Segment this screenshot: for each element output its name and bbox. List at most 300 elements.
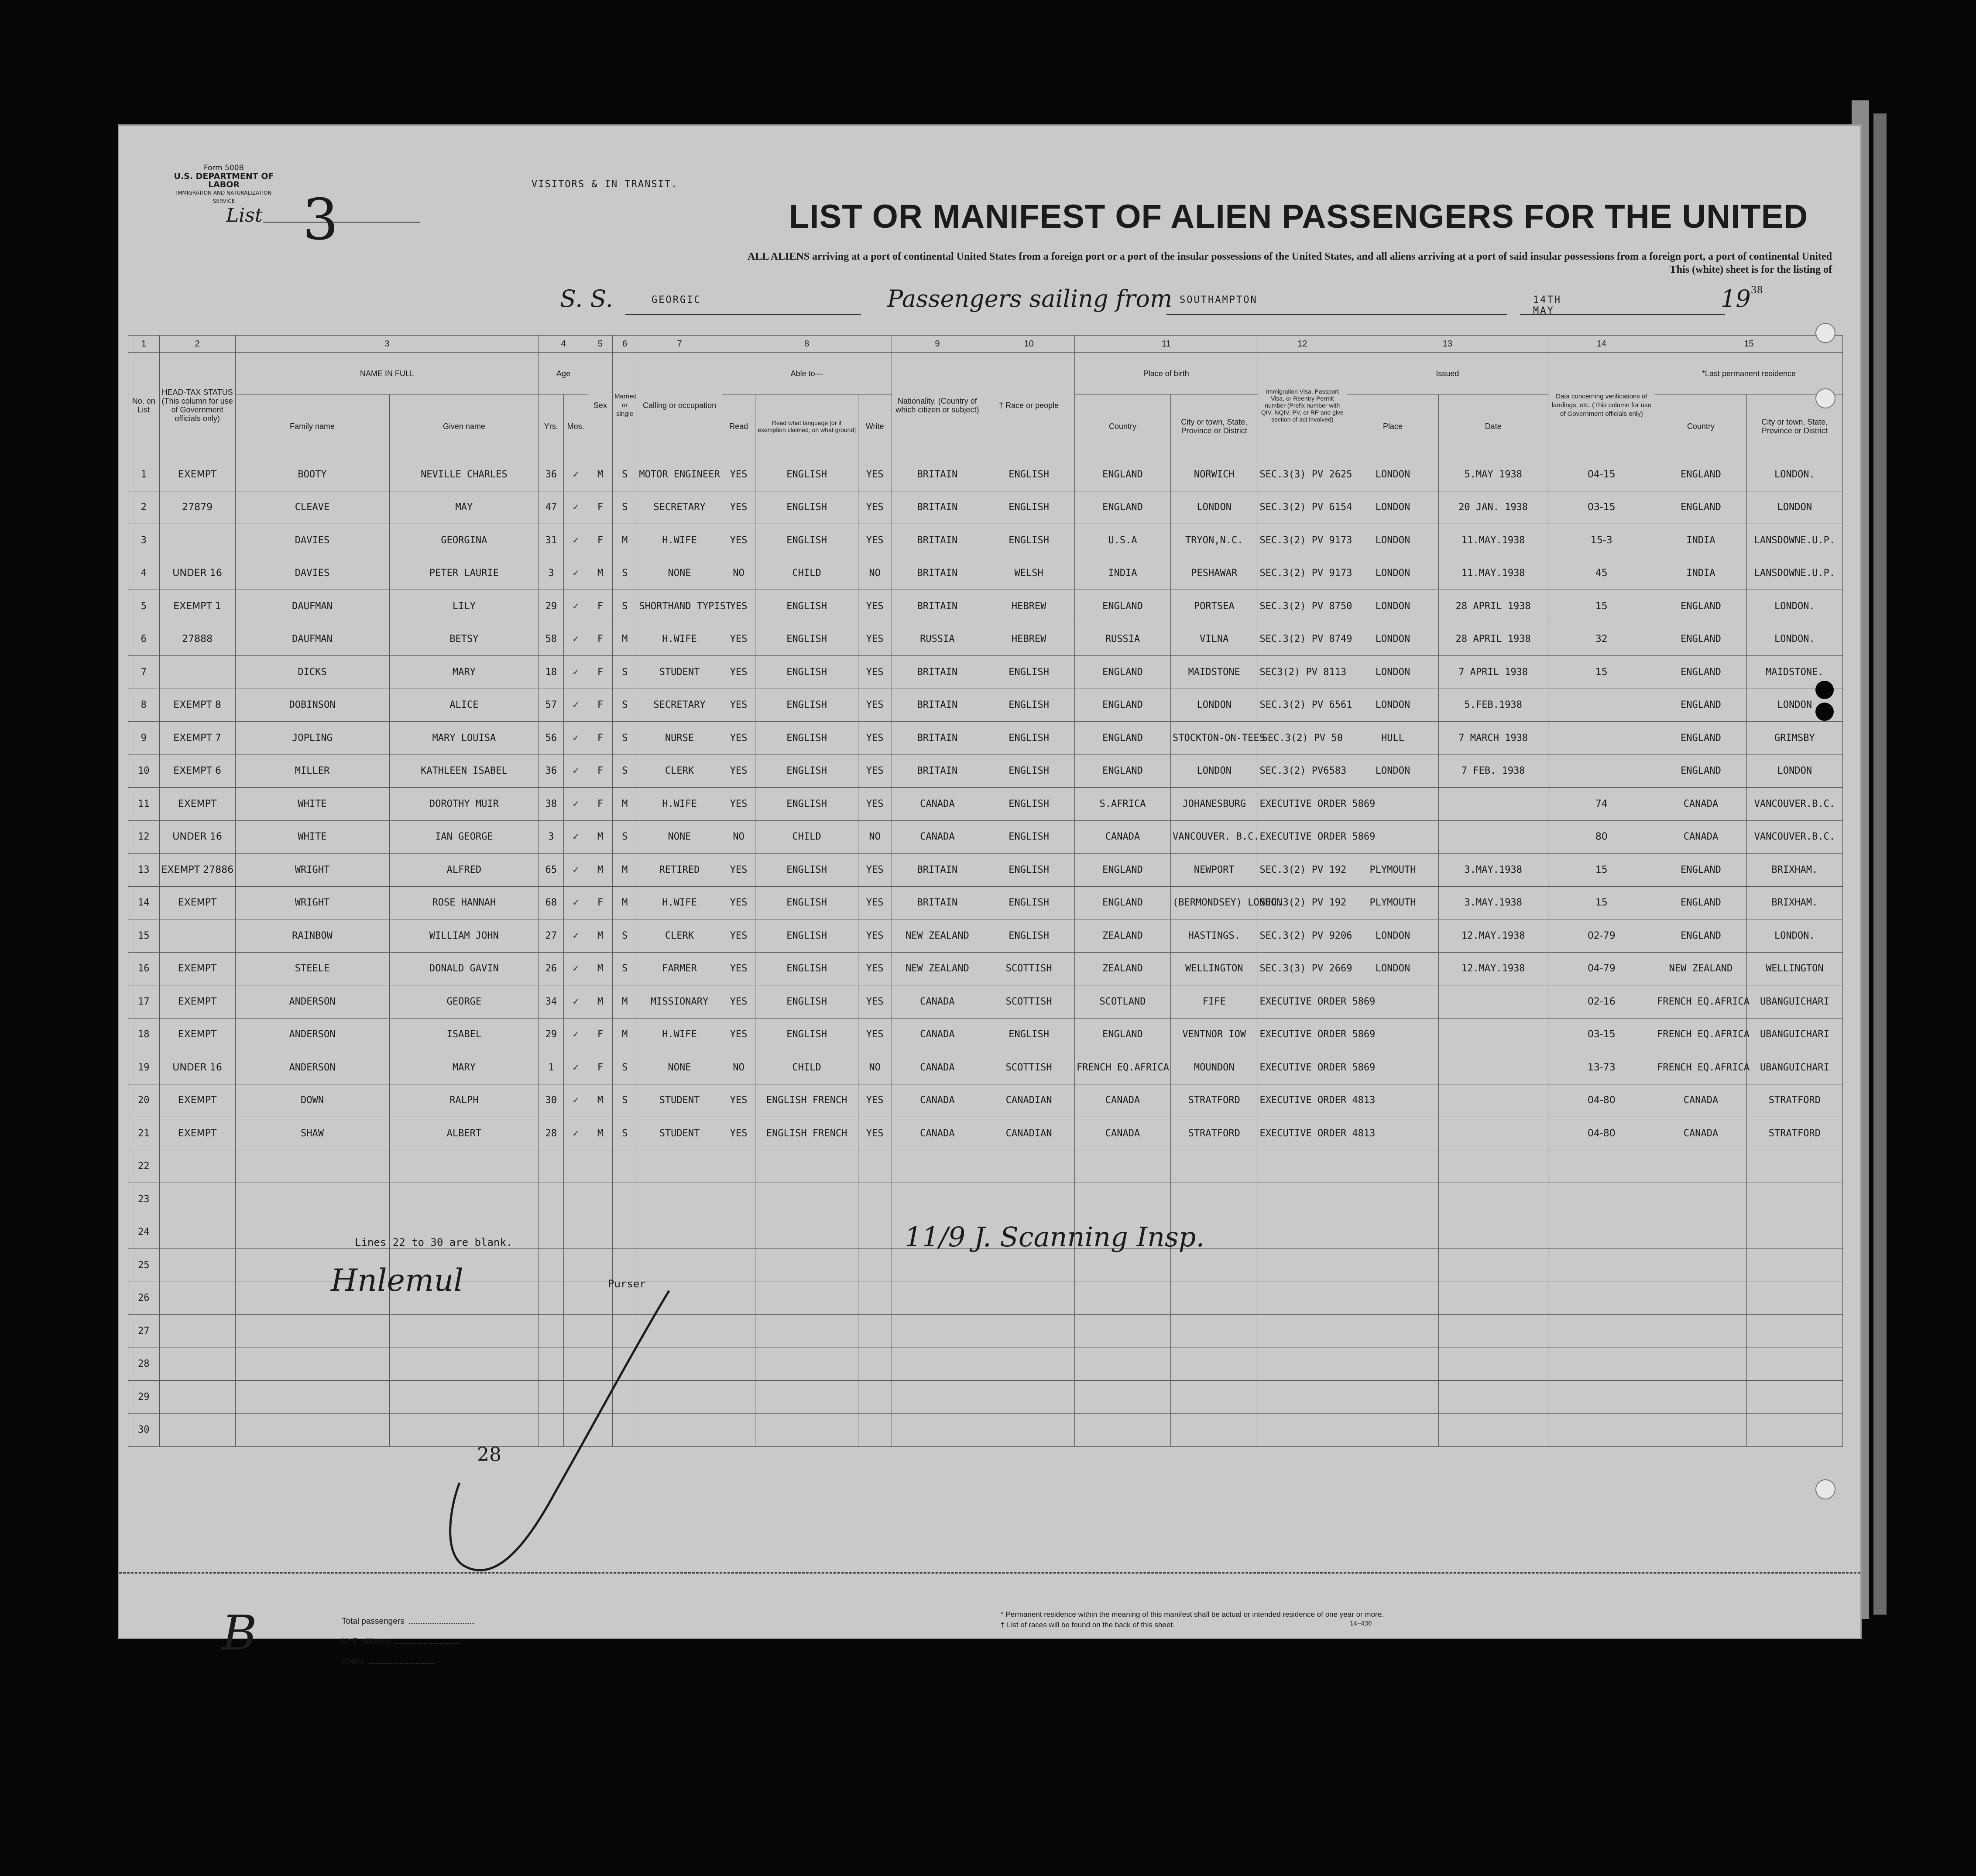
nationality-cell: BRITAIN <box>892 656 983 689</box>
race-cell: WELSH <box>983 557 1075 590</box>
residence-country-cell: ENGLAND <box>1655 854 1747 887</box>
occupation-cell: H.WIFE <box>637 1018 722 1051</box>
sex-cell: F <box>588 590 612 623</box>
given-name-cell: BETSY <box>389 623 539 656</box>
residence-city-cell: LANSDOWNE.U.P. <box>1746 524 1842 557</box>
footnotes <box>1001 1609 1384 1630</box>
can-read-cell: YES <box>722 722 755 755</box>
empty-cell <box>1170 1249 1258 1282</box>
age-checkmark-cell: ✓ <box>563 1117 588 1150</box>
nationality-cell: RUSSIA <box>892 623 983 656</box>
empty-cell <box>755 1348 858 1381</box>
empty-cell <box>1347 1348 1439 1381</box>
issue-date-cell: 7 APRIL 1938 <box>1438 656 1548 689</box>
marital-status-cell: S <box>613 1051 637 1084</box>
marital-status-cell: M <box>613 985 637 1019</box>
residence-country-cell: NEW ZEALAND <box>1655 952 1747 985</box>
birth-country-cell: CANADA <box>1075 820 1171 854</box>
nationality-cell: BRITAIN <box>892 886 983 919</box>
empty-cell <box>1655 1183 1747 1216</box>
row-number-cell: 3 <box>128 524 160 557</box>
can-read-cell: YES <box>722 1084 755 1117</box>
passenger-row <box>128 755 1843 788</box>
marital-status-cell: S <box>613 1084 637 1117</box>
head-tax-status-cell: EXEMPT 8 <box>159 689 235 722</box>
age-years-cell: 26 <box>539 952 563 985</box>
residence-city-cell: UBANGUICHARI <box>1746 1051 1842 1084</box>
can-write-cell: YES <box>858 689 892 722</box>
empty-cell <box>755 1282 858 1315</box>
given-name-cell: ALFRED <box>389 854 539 887</box>
visa-number-cell: EXECUTIVE ORDER 5869 <box>1258 1018 1347 1051</box>
residence-city-cell: UBANGUICHARI <box>1746 985 1842 1019</box>
row-number-cell: 17 <box>128 985 160 1019</box>
empty-cell <box>1258 1249 1347 1282</box>
row-number-cell: 6 <box>128 623 160 656</box>
empty-cell <box>983 1348 1075 1381</box>
row-number-cell: 15 <box>128 919 160 953</box>
residence-city-cell: LONDON. <box>1746 623 1842 656</box>
occupation-cell: NONE <box>637 820 722 854</box>
row-number-cell: 18 <box>128 1018 160 1051</box>
empty-cell <box>1746 1413 1842 1447</box>
age-years-cell: 47 <box>539 491 563 524</box>
empty-cell <box>1655 1315 1747 1348</box>
column-number: 3 <box>235 336 539 353</box>
issue-date-cell <box>1438 985 1548 1019</box>
column-number: 11 <box>1075 336 1258 353</box>
read-language-cell: ENGLISH <box>755 952 858 985</box>
header-res-city: City or town, State, Province or District <box>1746 394 1842 458</box>
age-checkmark-cell: ✓ <box>563 656 588 689</box>
nationality-cell: BRITAIN <box>892 557 983 590</box>
ss-label: S. S. <box>560 285 613 312</box>
sex-cell: M <box>588 1084 612 1117</box>
birth-country-cell: ENGLAND <box>1075 656 1171 689</box>
verification-code-cell: 02-79 <box>1548 919 1655 953</box>
empty-cell <box>892 1150 983 1183</box>
empty-cell <box>235 1315 389 1348</box>
issue-place-cell: LONDON <box>1347 623 1439 656</box>
birth-city-cell: PORTSEA <box>1170 590 1258 623</box>
issue-place-cell: PLYMOUTH <box>1347 854 1439 887</box>
family-name-cell: MILLER <box>235 755 389 788</box>
race-cell: ENGLISH <box>983 722 1075 755</box>
verification-code-cell: 13-73 <box>1548 1051 1655 1084</box>
can-read-cell: YES <box>722 952 755 985</box>
occupation-cell: SHORTHAND TYPIST <box>637 590 722 623</box>
residence-city-cell: UBANGUICHARI <box>1746 1018 1842 1051</box>
empty-cell <box>1438 1282 1548 1315</box>
visa-number-cell: SEC.3(3) PV 2625 <box>1258 458 1347 491</box>
birth-country-cell: ENGLAND <box>1075 1018 1171 1051</box>
occupation-cell: STUDENT <box>637 1117 722 1150</box>
occupation-cell: CLERK <box>637 919 722 953</box>
can-write-cell: YES <box>858 919 892 953</box>
empty-cell <box>637 1216 722 1249</box>
header-issue-place: Place <box>1347 394 1439 458</box>
empty-cell <box>722 1216 755 1249</box>
empty-cell <box>1655 1348 1747 1381</box>
sailing-label: Passengers sailing from <box>887 285 1173 312</box>
passenger-row <box>128 524 1843 557</box>
read-language-cell: CHILD <box>755 1051 858 1084</box>
family-name-cell: JOPLING <box>235 722 389 755</box>
manifest-sheet <box>118 124 1862 1666</box>
empty-cell <box>1746 1282 1842 1315</box>
can-write-cell: YES <box>858 722 892 755</box>
birth-country-cell: ENGLAND <box>1075 886 1171 919</box>
nationality-cell: BRITAIN <box>892 458 983 491</box>
birth-country-cell: ENGLAND <box>1075 590 1171 623</box>
row-number-cell: 7 <box>128 656 160 689</box>
can-write-cell: YES <box>858 755 892 788</box>
age-years-cell: 56 <box>539 722 563 755</box>
can-read-cell: YES <box>722 1018 755 1051</box>
residence-city-cell: LONDON <box>1746 689 1842 722</box>
ship-name: GEORGIC <box>652 295 701 305</box>
head-tax-status-cell: EXEMPT 1 <box>159 590 235 623</box>
visa-number-cell: EXECUTIVE ORDER 4813 <box>1258 1117 1347 1150</box>
passenger-row <box>128 689 1843 722</box>
can-write-cell: YES <box>858 458 892 491</box>
head-tax-status-cell: EXEMPT <box>159 458 235 491</box>
empty-cell <box>858 1150 892 1183</box>
passenger-row <box>128 854 1843 887</box>
column-number: 7 <box>637 336 722 353</box>
age-years-cell: 36 <box>539 458 563 491</box>
nationality-cell: CANADA <box>892 788 983 821</box>
empty-cell <box>983 1183 1075 1216</box>
punch-hole <box>1815 703 1834 721</box>
birth-city-cell: VANCOUVER. B.C. <box>1170 820 1258 854</box>
purser-label: Purser <box>608 1278 646 1290</box>
blank-row <box>128 1315 1843 1348</box>
age-checkmark-cell: ✓ <box>563 590 588 623</box>
passenger-row <box>128 557 1843 590</box>
empty-cell <box>858 1249 892 1282</box>
race-cell: ENGLISH <box>983 886 1075 919</box>
issue-date-cell: 7 FEB. 1938 <box>1438 755 1548 788</box>
empty-cell <box>892 1249 983 1282</box>
issue-date-cell: 12.MAY.1938 <box>1438 919 1548 953</box>
verification-code-cell: 15 <box>1548 656 1655 689</box>
date-rule <box>1520 314 1725 315</box>
row-number-cell: 13 <box>128 854 160 887</box>
verification-code-cell: 02-16 <box>1548 985 1655 1019</box>
marital-status-cell: S <box>613 656 637 689</box>
family-name-cell: STEELE <box>235 952 389 985</box>
empty-cell <box>539 1183 563 1216</box>
read-language-cell: ENGLISH FRENCH <box>755 1084 858 1117</box>
race-cell: HEBREW <box>983 590 1075 623</box>
read-language-cell: CHILD <box>755 557 858 590</box>
family-name-cell: DAVIES <box>235 557 389 590</box>
family-name-cell: DAUFMAN <box>235 590 389 623</box>
birth-city-cell: LONDON <box>1170 689 1258 722</box>
empty-cell <box>722 1315 755 1348</box>
column-number: 12 <box>1258 336 1347 353</box>
can-read-cell: YES <box>722 1117 755 1150</box>
empty-cell <box>1075 1348 1171 1381</box>
header-read-what: Read what language [or if exemption claimed, on what ground] <box>755 394 858 458</box>
row-number-cell: 10 <box>128 755 160 788</box>
empty-cell <box>1746 1249 1842 1282</box>
given-name-cell: LILY <box>389 590 539 623</box>
empty-cell <box>1258 1381 1347 1414</box>
occupation-cell: RETIRED <box>637 854 722 887</box>
page-title: LIST OR MANIFEST OF ALIEN PASSENGERS FOR THE UNITED <box>789 198 1808 235</box>
year <box>1721 285 1763 312</box>
age-checkmark-cell: ✓ <box>563 985 588 1019</box>
empty-cell <box>637 1249 722 1282</box>
marital-status-cell: S <box>613 1117 637 1150</box>
empty-cell <box>1438 1348 1548 1381</box>
header-calling: Calling or occupation <box>637 353 722 458</box>
header-issued: Issued <box>1347 353 1548 394</box>
empty-cell <box>159 1150 235 1183</box>
nationality-cell: NEW ZEALAND <box>892 952 983 985</box>
nationality-cell: BRITAIN <box>892 590 983 623</box>
empty-cell <box>563 1249 588 1282</box>
row-number-cell: 26 <box>128 1282 160 1315</box>
empty-cell <box>159 1216 235 1249</box>
issue-date-cell <box>1438 820 1548 854</box>
birth-city-cell: LONDON <box>1170 755 1258 788</box>
verification-code-cell: 04-79 <box>1548 952 1655 985</box>
row-number-cell: 30 <box>128 1413 160 1447</box>
visa-number-cell: SEC.3(2) PV 8749 <box>1258 623 1347 656</box>
list-label: List <box>226 204 263 226</box>
empty-cell <box>1438 1183 1548 1216</box>
year-prefix: 19 <box>1721 285 1751 312</box>
head-tax-status-cell: EXEMPT <box>159 952 235 985</box>
given-name-cell: RALPH <box>389 1084 539 1117</box>
residence-city-cell: LONDON. <box>1746 590 1842 623</box>
family-name-cell: DOBINSON <box>235 689 389 722</box>
empty-cell <box>722 1348 755 1381</box>
age-years-cell: 18 <box>539 656 563 689</box>
header-verification: Data concerning verifications of landings, etc. (This column for use of Government officials only) <box>1548 353 1655 458</box>
empty-cell <box>858 1381 892 1414</box>
header-res-country: Country <box>1655 394 1747 458</box>
issue-date-cell: 7 MARCH 1938 <box>1438 722 1548 755</box>
can-read-cell: YES <box>722 458 755 491</box>
nationality-cell: CANADA <box>892 1018 983 1051</box>
column-number-row <box>128 336 1843 353</box>
total-passengers-label: Total passengers <box>342 1617 405 1626</box>
residence-country-cell: CANADA <box>1655 820 1747 854</box>
can-write-cell: YES <box>858 1117 892 1150</box>
header-mos: Mos. <box>563 394 588 458</box>
given-name-cell: MARY <box>389 1051 539 1084</box>
head-tax-status-cell: 27879 <box>159 491 235 524</box>
column-number: 2 <box>159 336 235 353</box>
empty-cell <box>1746 1315 1842 1348</box>
head-tax-status-cell: UNDER 16 <box>159 557 235 590</box>
empty-cell <box>983 1150 1075 1183</box>
empty-cell <box>858 1413 892 1447</box>
residence-city-cell: STRATFORD <box>1746 1117 1842 1150</box>
can-write-cell: YES <box>858 886 892 919</box>
empty-cell <box>588 1150 612 1183</box>
empty-cell <box>755 1150 858 1183</box>
empty-cell <box>1548 1249 1655 1282</box>
age-years-cell: 34 <box>539 985 563 1019</box>
empty-cell <box>1548 1413 1655 1447</box>
verification-code-cell: 74 <box>1548 788 1655 821</box>
family-name-cell: DICKS <box>235 656 389 689</box>
empty-cell <box>1655 1249 1747 1282</box>
race-cell: HEBREW <box>983 623 1075 656</box>
empty-cell <box>1170 1150 1258 1183</box>
occupation-cell: H.WIFE <box>637 524 722 557</box>
column-number: 9 <box>892 336 983 353</box>
blank-row <box>128 1381 1843 1414</box>
issue-date-cell <box>1438 1018 1548 1051</box>
birth-city-cell: HASTINGS. <box>1170 919 1258 953</box>
issue-date-cell <box>1438 788 1548 821</box>
age-checkmark-cell: ✓ <box>563 458 588 491</box>
punch-hole <box>1815 681 1834 699</box>
race-cell: ENGLISH <box>983 755 1075 788</box>
header-given-name: Given name <box>389 394 539 458</box>
birth-city-cell: STRATFORD <box>1170 1117 1258 1150</box>
empty-cell <box>983 1315 1075 1348</box>
footnote-races: † List of races will be found on the back of this sheet. <box>1001 1621 1175 1629</box>
nationality-cell: CANADA <box>892 820 983 854</box>
list-number: 3 <box>302 186 339 253</box>
can-read-cell: YES <box>722 788 755 821</box>
issue-date-cell: 3.MAY.1938 <box>1438 854 1548 887</box>
header-write: Write <box>858 394 892 458</box>
empty-cell <box>1075 1249 1171 1282</box>
row-number-cell: 19 <box>128 1051 160 1084</box>
header-nationality: Nationality. (Country of which citizen or subject) <box>892 353 983 458</box>
birth-city-cell: MOUNDON <box>1170 1051 1258 1084</box>
residence-city-cell: LONDON <box>1746 755 1842 788</box>
stacked-pages-edge <box>1873 113 1887 1615</box>
residence-country-cell: CANADA <box>1655 788 1747 821</box>
form-code: 14—430 <box>1350 1620 1372 1627</box>
residence-country-cell: CANADA <box>1655 1084 1747 1117</box>
row-number-cell: 2 <box>128 491 160 524</box>
empty-cell <box>1258 1413 1347 1447</box>
empty-cell <box>892 1315 983 1348</box>
header-sex: Sex <box>588 353 612 458</box>
typed-header: VISITORS & IN TRANSIT. <box>532 179 678 190</box>
family-name-cell: ANDERSON <box>235 985 389 1019</box>
aliens-blank <box>369 1663 434 1664</box>
empty-cell <box>539 1216 563 1249</box>
can-read-cell: YES <box>722 656 755 689</box>
punch-hole <box>1815 388 1835 408</box>
read-language-cell: ENGLISH <box>755 854 858 887</box>
issue-place-cell: LONDON <box>1347 656 1439 689</box>
form-heading <box>167 164 281 206</box>
verification-code-cell: 04-80 <box>1548 1084 1655 1117</box>
visa-number-cell: SEC.3(3) PV 2669 <box>1258 952 1347 985</box>
can-read-cell: YES <box>722 590 755 623</box>
marital-status-cell: S <box>613 557 637 590</box>
given-name-cell: ALBERT <box>389 1117 539 1150</box>
empty-cell <box>1170 1183 1258 1216</box>
given-name-cell: ALICE <box>389 689 539 722</box>
residence-country-cell: ENGLAND <box>1655 590 1747 623</box>
birth-country-cell: ZEALAND <box>1075 919 1171 953</box>
empty-cell <box>1170 1282 1258 1315</box>
empty-cell <box>1170 1348 1258 1381</box>
empty-cell <box>755 1216 858 1249</box>
sex-cell: F <box>588 623 612 656</box>
issue-date-cell <box>1438 1117 1548 1150</box>
header-age: Age <box>539 353 588 394</box>
occupation-cell: NONE <box>637 557 722 590</box>
us-citizens-blank <box>395 1643 460 1644</box>
given-name-cell: ISABEL <box>389 1018 539 1051</box>
column-number: 4 <box>539 336 588 353</box>
empty-cell <box>1746 1150 1842 1183</box>
visa-number-cell: SEC.3(2) PV 50 <box>1258 722 1347 755</box>
family-name-cell: WRIGHT <box>235 886 389 919</box>
column-number: 8 <box>722 336 892 353</box>
can-read-cell: YES <box>722 854 755 887</box>
visa-number-cell: EXECUTIVE ORDER 5869 <box>1258 1051 1347 1084</box>
verification-code-cell <box>1548 689 1655 722</box>
row-number-cell: 23 <box>128 1183 160 1216</box>
empty-cell <box>563 1216 588 1249</box>
birth-city-cell: LONDON <box>1170 491 1258 524</box>
empty-cell <box>755 1381 858 1414</box>
marital-status-cell: S <box>613 919 637 953</box>
residence-country-cell: FRENCH EQ.AFRICA <box>1655 1051 1747 1084</box>
empty-cell <box>1438 1413 1548 1447</box>
row-number-cell: 22 <box>128 1150 160 1183</box>
sex-cell: F <box>588 788 612 821</box>
birth-city-cell: STOCKTON-ON-TEES <box>1170 722 1258 755</box>
age-checkmark-cell: ✓ <box>563 1018 588 1051</box>
empty-cell <box>1258 1315 1347 1348</box>
age-checkmark-cell: ✓ <box>563 722 588 755</box>
row-number-cell: 24 <box>128 1216 160 1249</box>
residence-country-cell: ENGLAND <box>1655 623 1747 656</box>
age-years-cell: 38 <box>539 788 563 821</box>
age-checkmark-cell: ✓ <box>563 820 588 854</box>
read-language-cell: ENGLISH <box>755 590 858 623</box>
totals-block <box>342 1612 474 1672</box>
issue-place-cell: LONDON <box>1347 952 1439 985</box>
empty-cell <box>588 1216 612 1249</box>
verification-code-cell: 03-15 <box>1548 491 1655 524</box>
read-language-cell: ENGLISH <box>755 656 858 689</box>
sex-cell: F <box>588 689 612 722</box>
given-name-cell: DOROTHY MUIR <box>389 788 539 821</box>
head-tax-status-cell: EXEMPT 6 <box>159 755 235 788</box>
empty-cell <box>1075 1150 1171 1183</box>
column-number: 15 <box>1655 336 1843 353</box>
visa-number-cell: SEC.3(2) PV 192 <box>1258 886 1347 919</box>
form-number: Form 500B <box>203 164 244 172</box>
birth-country-cell: ENGLAND <box>1075 755 1171 788</box>
marital-status-cell: M <box>613 886 637 919</box>
can-read-cell: YES <box>722 524 755 557</box>
occupation-cell: FARMER <box>637 952 722 985</box>
empty-cell <box>983 1249 1075 1282</box>
column-number: 14 <box>1548 336 1655 353</box>
birth-country-cell: SCOTLAND <box>1075 985 1171 1019</box>
sex-cell: F <box>588 886 612 919</box>
empty-cell <box>983 1381 1075 1414</box>
